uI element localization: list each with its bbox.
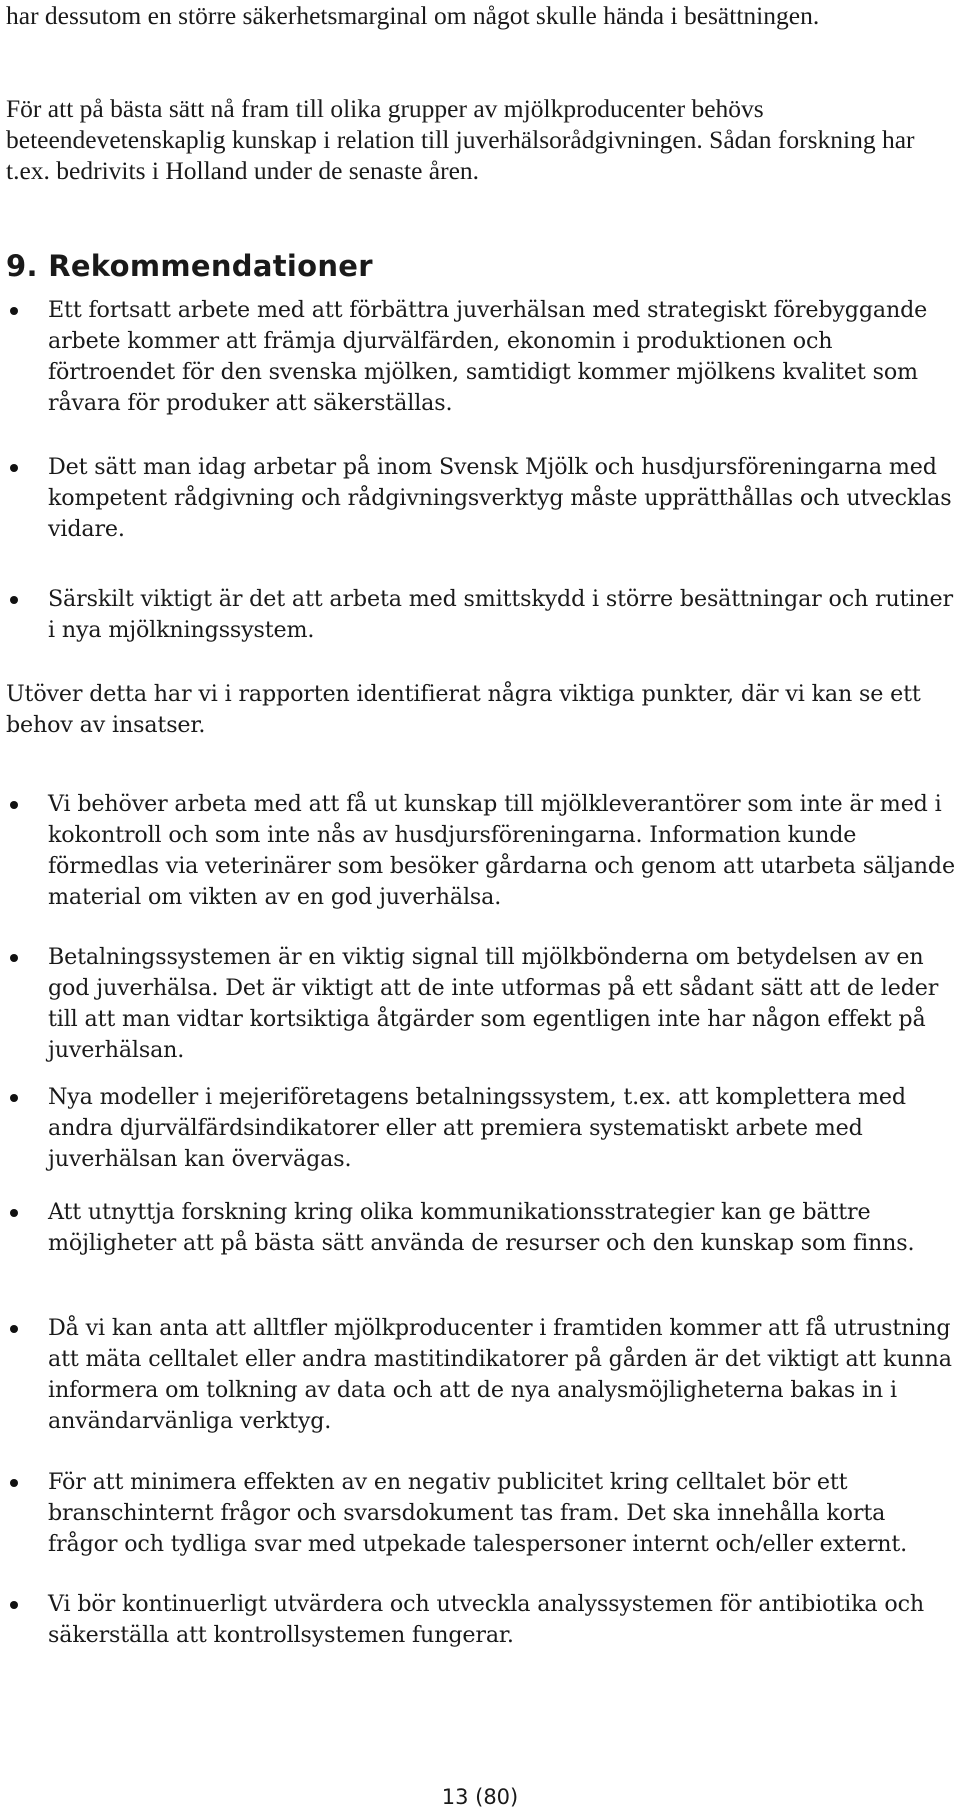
- bullet-icon: [10, 1209, 18, 1217]
- intro-paragraph-continued: har dessutom en större säkerhetsmarginal om något skulle hända i besättningen.: [6, 1, 820, 30]
- bullet-icon: [10, 1094, 18, 1102]
- list-item-text: Vi behöver arbeta med att få ut kunskap till mjölkleverantörer som inte är med i kokontroll och som inte nås av husdjursföreningarna. Information kunde förmedlas via veterinärer som besöker gårdarna och genom att utarbeta säljande material om vikten av en god juverhälsa.: [48, 791, 955, 910]
- list-item-text: Att utnyttja forskning kring olika kommunikationsstrategier kan ge bättre möjligheter att på bästa sätt använda de resurser och den kunskap som finns.: [48, 1199, 915, 1256]
- intro-paragraph: För att på bästa sätt nå fram till olika grupper av mjölkproducenter behövs beteendevetenskaplig kunskap i relation till juverhälsorådgivningen. Sådan forskning har t.ex. bedrivits i Holland under de senaste åren.: [6, 94, 915, 185]
- list-item-text: Då vi kan anta att alltfler mjölkproducenter i framtiden kommer att få utrustning att mäta celltalet eller andra mastitindikatorer på gården är det viktigt att kunna informera om tolkning av data och att de nya analysmöjligheterna bakas in i användarvänliga verktyg.: [48, 1315, 952, 1434]
- transition-paragraph: Utöver detta har vi i rapporten identifierat några viktiga punkter, där vi kan se ett behov av insatser.: [6, 681, 921, 738]
- list-item-text: Särskilt viktigt är det att arbeta med smittskydd i större besättningar och rutiner i nya mjölkningssystem.: [48, 586, 953, 643]
- bullet-icon: [10, 464, 18, 472]
- bullet-icon: [10, 1601, 18, 1609]
- list-item-text: Betalningssystemen är en viktig signal till mjölkbönderna om betydelsen av en god juverhälsa. Det är viktigt att de inte utformas på ett sådant sätt att de leder till att man vidtar kortsiktiga åtgärder som egentligen inte har någon effekt på juverhälsan.: [48, 944, 939, 1063]
- bullet-icon: [10, 801, 18, 809]
- bullet-icon: [10, 954, 18, 962]
- list-item-text: Vi bör kontinuerligt utvärdera och utveckla analyssystemen för antibiotika och säkerställa att kontrollsystemen fungerar.: [48, 1591, 924, 1648]
- list-item-text: Nya modeller i mejeriföretagens betalningssystem, t.ex. att komplettera med andra djurvälfärdsindikatorer eller att premiera systematiskt arbete med juverhälsan kan övervägas.: [48, 1084, 906, 1172]
- list-item-text: Ett fortsatt arbete med att förbättra juverhälsan med strategiskt förebyggande arbete kommer att främja djurvälfärden, ekonomin i produktionen och förtroendet för den svenska mjölken, samtidigt kommer mjölkens kvalitet som råvara för produker att säkerställas.: [48, 297, 928, 416]
- list-item-text: För att minimera effekten av en negativ publicitet kring celltalet bör ett branschinternt frågor och svarsdokument tas fram. Det ska innehålla korta frågor och tydliga svar med utpekade talespersoner internt och/eller externt.: [48, 1469, 908, 1557]
- page-number: 13 (80): [441, 1785, 519, 1809]
- bullet-icon: [10, 307, 18, 315]
- bullet-icon: [10, 1479, 18, 1487]
- bullet-icon: [10, 596, 18, 604]
- bullet-icon: [10, 1325, 18, 1333]
- list-item-text: Det sätt man idag arbetar på inom Svensk Mjölk och husdjursföreningarna med kompetent rådgivning och rådgivningsverktyg måste upprätthållas och utvecklas vidare.: [48, 454, 952, 542]
- section-heading: 9. Rekommendationer: [6, 249, 373, 283]
